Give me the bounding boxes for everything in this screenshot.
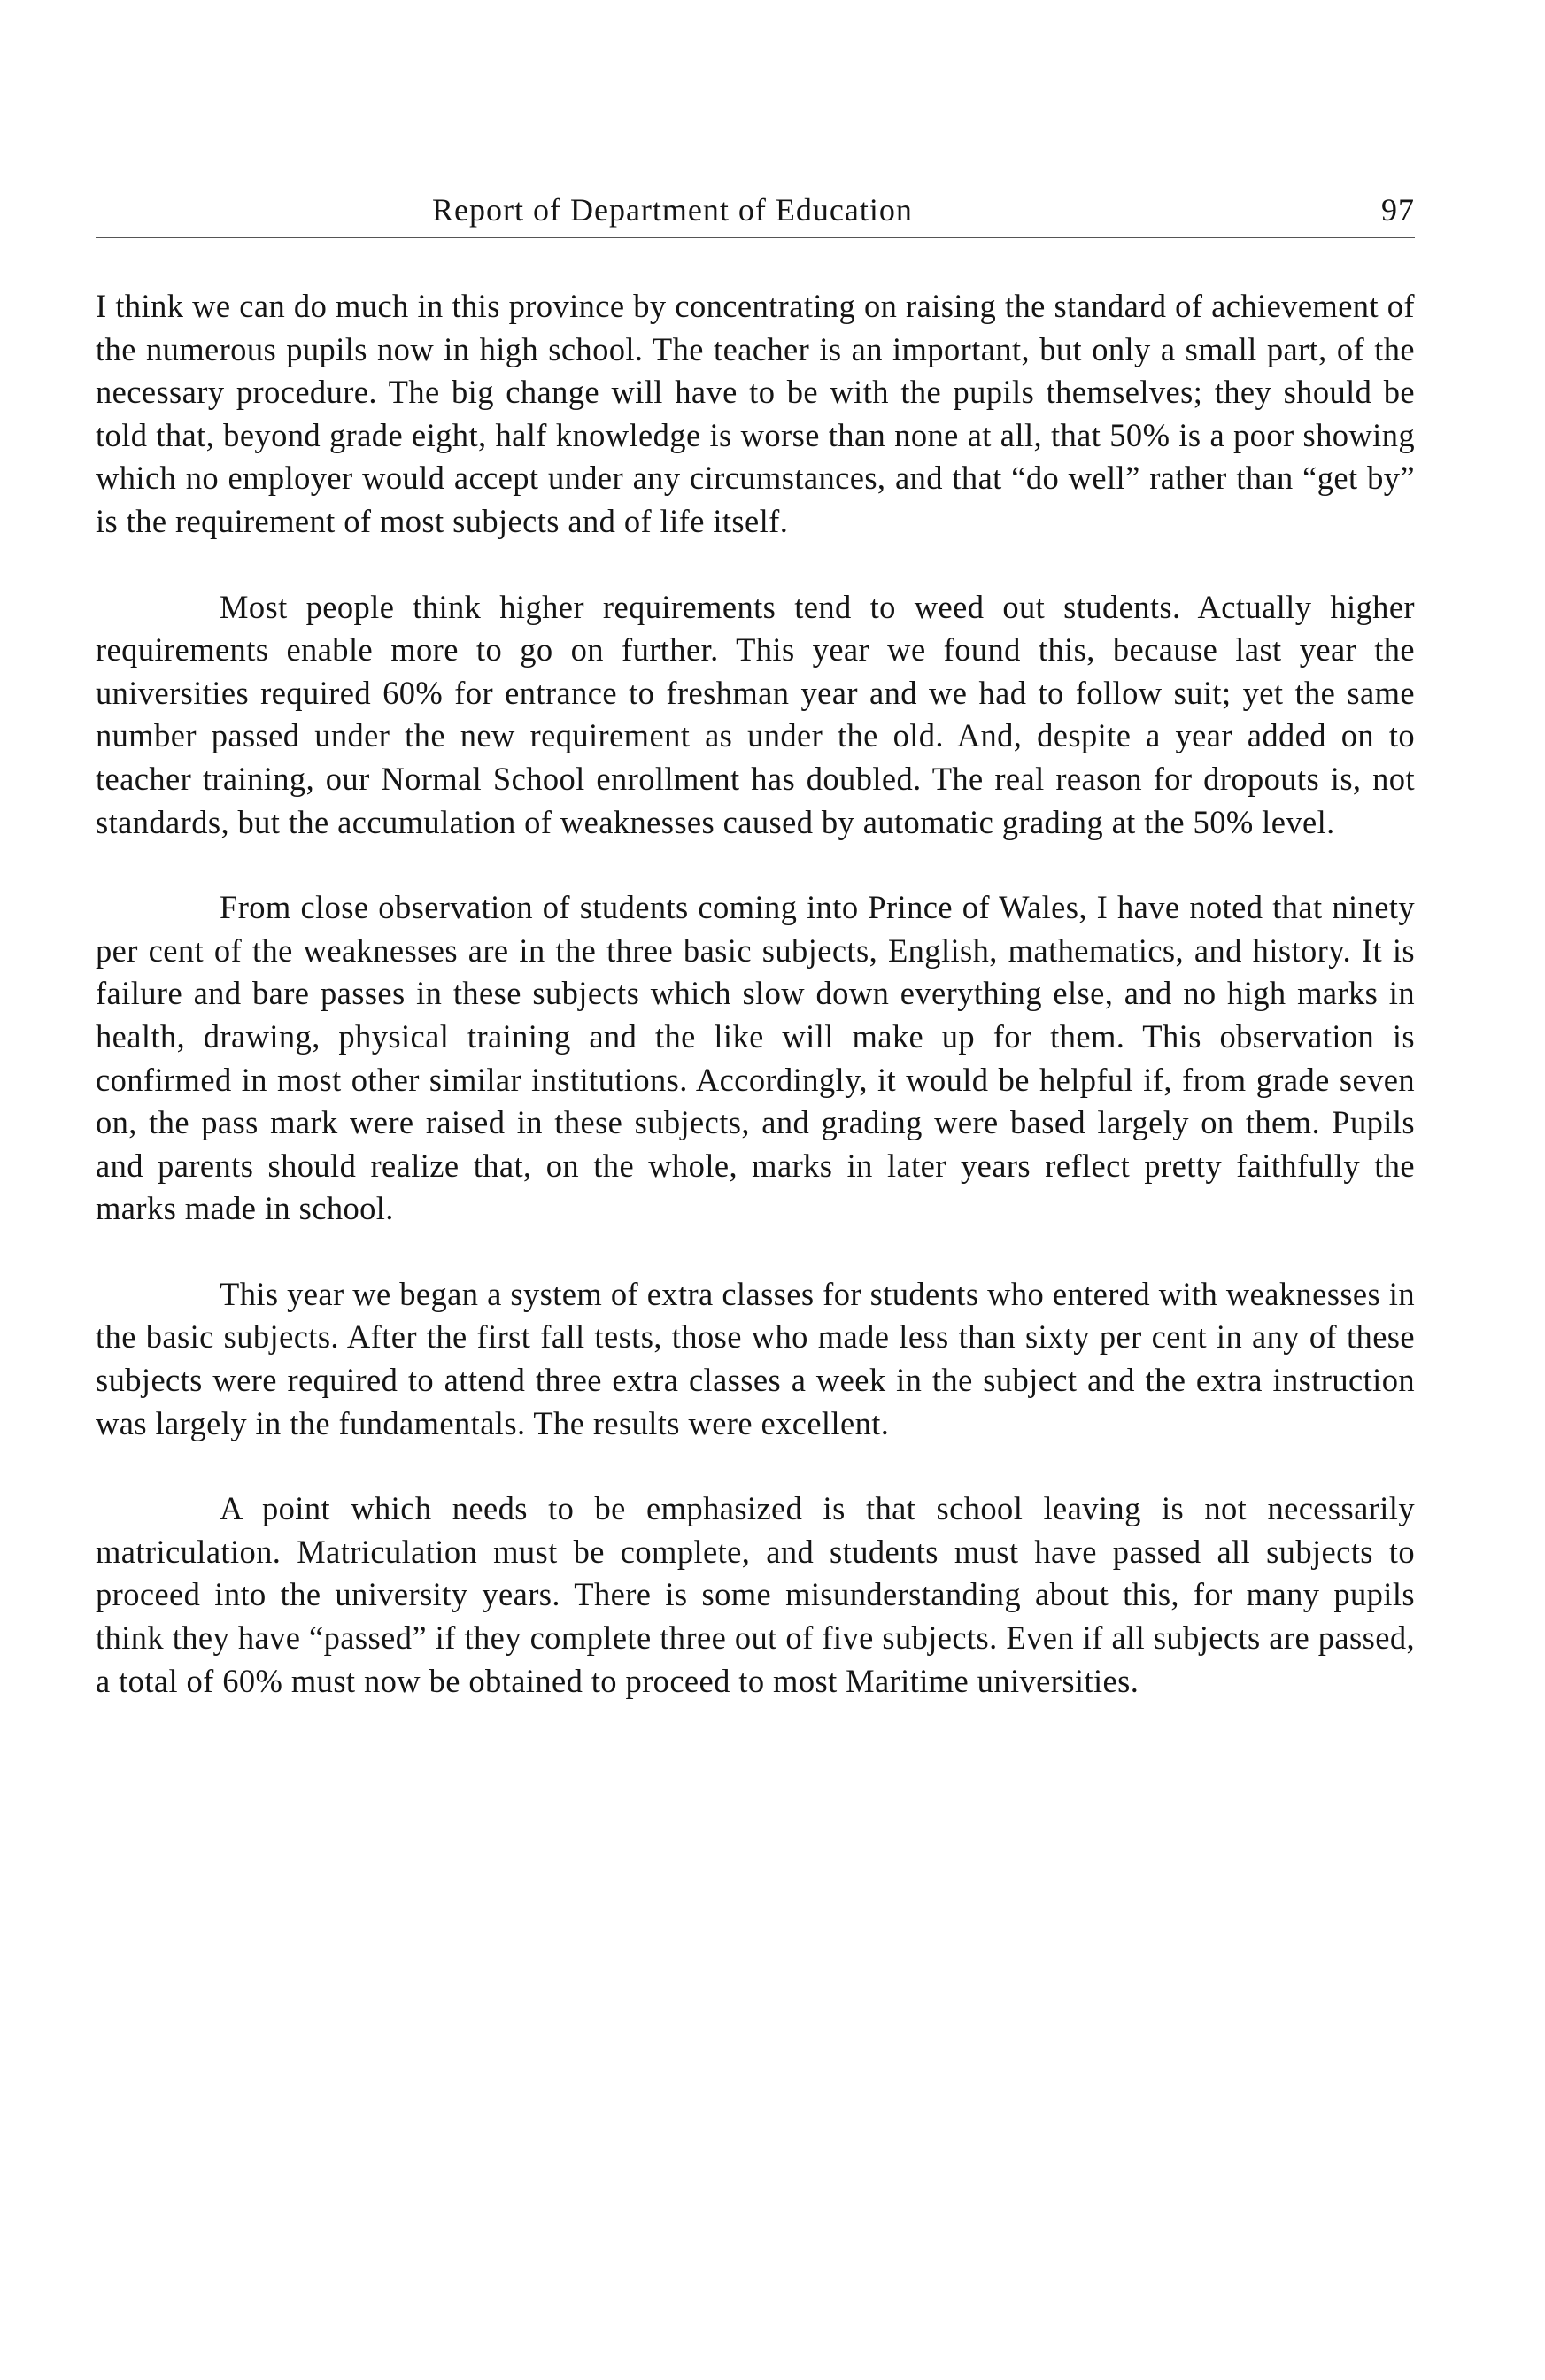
running-header [96,184,1415,234]
paragraph-2: Most people think higher requirements tend to weed out students. Actually higher requirements enable more to go on further. This year we found this, because last year the universities required 60% for entrance to freshman year and we had to follow suit; yet the same number passed under the new requirement as under the old. And, despite a year added on to teacher training, our Normal School enrollment has doubled. The real reason for dropouts is, not standards, but the accumulation of weaknesses caused by automatic grading at the 50% level. [96,588,1415,840]
header-rule [96,237,1415,238]
page-number: 97 [1381,192,1415,228]
header-title: Report of Department of Education [432,192,913,228]
body-text [96,285,1415,1745]
paragraph-4: This year we began a system of extra classes for students who entered with weaknesses in the basic subjects. After the first fall tests, those who made less than sixty per cent in any of these subjects were required to attend three extra classes a week in the subject and the extra instruction was largely in the fundamentals. The results were excellent. [96,1275,1415,1441]
paragraph-5: A point which needs to be emphasized is that school leaving is not necessarily matriculation. Matriculation must be complete, and students must have passed all subjects to proceed into the university years. There is some misunderstanding about this, for many pupils think they have “passed” if they complete three out of five subjects. Even if all subjects are passed, a total of 60% must now be obtained to proceed to most Maritime universities. [96,1490,1415,1699]
paragraph-1: I think we can do much in this province by concentrating on raising the standard of achievement of the numerous pupils now in high school. The teacher is an important, but only a small part, of the necessary procedure. The big change will have to be with the pupils themselves; they should be told that, beyond grade eight, half knowledge is worse than none at all, that 50% is a poor showing which no employer would accept under any circumstances, and that “do well” rather than “get by” is the requirement of most subjects and of life itself. [96,288,1415,539]
paragraph-3: From close observation of students coming into Prince of Wales, I have noted that ninety per cent of the weaknesses are in the three basic subjects, English, mathematics, and history. It is failure and bare passes in these subjects which slow down everything else, and no high marks in health, drawing, physical training and the like will make up for them. This observation is confirmed in most other similar institutions. Accordingly, it would be helpful if, from grade seven on, the pass mark were raised in these subjects, and grading were based largely on them. Pupils and parents should realize that, on the whole, marks in later years reflect pretty faithfully the marks made in school. [96,889,1415,1227]
